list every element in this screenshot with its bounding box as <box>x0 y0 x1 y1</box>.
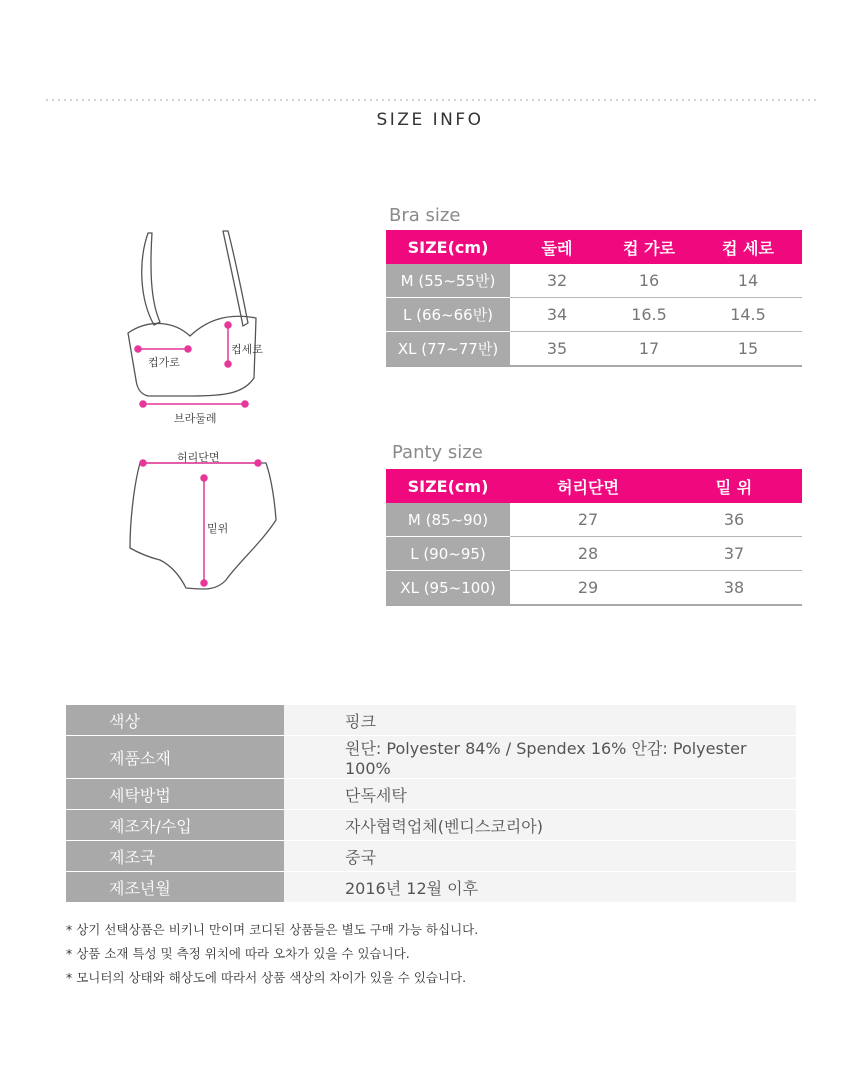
size-cell: L (90~95) <box>386 537 510 571</box>
info-row <box>66 872 796 903</box>
table-row <box>386 264 802 298</box>
size-cell: XL (95~100) <box>386 571 510 606</box>
size-cell: XL (77~77반) <box>386 332 510 367</box>
info-label: 제조국 <box>66 841 284 872</box>
table-cell: 34 <box>510 298 604 332</box>
info-value: 핑크 <box>284 705 796 736</box>
size-cell: L (66~66반) <box>386 298 510 332</box>
product-info-table <box>66 705 796 903</box>
bra-size-table <box>386 230 802 367</box>
table-cell: 27 <box>510 503 666 537</box>
table-row <box>386 503 802 537</box>
info-row <box>66 705 796 736</box>
info-row <box>66 810 796 841</box>
panty-size-table <box>386 469 802 606</box>
info-row <box>66 736 796 779</box>
header-cell: 허리단면 <box>510 469 666 503</box>
table-cell: 28 <box>510 537 666 571</box>
table-cell: 35 <box>510 332 604 367</box>
header-cell: 밑 위 <box>666 469 802 503</box>
table-cell: 16 <box>604 264 694 298</box>
info-row <box>66 841 796 872</box>
label-cup-width: 컵가로 <box>148 356 180 369</box>
info-label: 제품소재 <box>66 736 284 779</box>
label-bra-circumference: 브라둘레 <box>174 412 217 425</box>
table-header-row <box>386 469 802 503</box>
label-waist: 허리단면 <box>177 451 220 464</box>
info-value: 중국 <box>284 841 796 872</box>
table-cell: 38 <box>666 571 802 606</box>
label-cup-height: 컵세로 <box>231 343 263 356</box>
header-cell: SIZE(cm) <box>386 230 510 264</box>
table-cell: 32 <box>510 264 604 298</box>
size-cell: M (85~90) <box>386 503 510 537</box>
table-cell: 37 <box>666 537 802 571</box>
info-value: 원단: Polyester 84% / Spendex 16% 안감: Polyester 100% <box>284 736 796 779</box>
table-row <box>386 571 802 606</box>
info-value: 단독세탁 <box>284 779 796 810</box>
info-label: 제조년월 <box>66 872 284 903</box>
info-row <box>66 779 796 810</box>
info-value: 자사협력업체(벤디스코리아) <box>284 810 796 841</box>
header-cell: SIZE(cm) <box>386 469 510 503</box>
table-cell: 29 <box>510 571 666 606</box>
table-cell: 14 <box>694 264 802 298</box>
info-label: 제조자/수입 <box>66 810 284 841</box>
section-title: SIZE INFO <box>376 110 484 130</box>
label-rise: 밑위 <box>207 522 229 535</box>
info-label: 세탁방법 <box>66 779 284 810</box>
size-cell: M (55~55반) <box>386 264 510 298</box>
table-cell: 15 <box>694 332 802 367</box>
table-cell: 14.5 <box>694 298 802 332</box>
info-value: 2016년 12월 이후 <box>284 872 796 903</box>
header-cell: 컵 세로 <box>694 230 802 264</box>
table-cell: 16.5 <box>604 298 694 332</box>
table-row <box>386 332 802 367</box>
info-label: 색상 <box>66 705 284 736</box>
note-line: * 상기 선택상품은 비키니 만이며 코디된 상품들은 별도 구매 가능 하십니다. <box>66 922 479 937</box>
bra-table-title: Bra size <box>389 205 461 226</box>
panty-table-title: Panty size <box>392 442 483 463</box>
note-line: * 모니터의 상태와 해상도에 따라서 상품 색상의 차이가 있을 수 있습니다. <box>66 970 467 985</box>
header-cell: 둘레 <box>510 230 604 264</box>
table-row <box>386 298 802 332</box>
notes <box>66 918 478 990</box>
header-cell: 컵 가로 <box>604 230 694 264</box>
table-cell: 36 <box>666 503 802 537</box>
table-cell: 17 <box>604 332 694 367</box>
table-row <box>386 537 802 571</box>
note-line: * 상품 소재 특성 및 측정 위치에 따라 오차가 있을 수 있습니다. <box>66 946 410 961</box>
table-header-row <box>386 230 802 264</box>
